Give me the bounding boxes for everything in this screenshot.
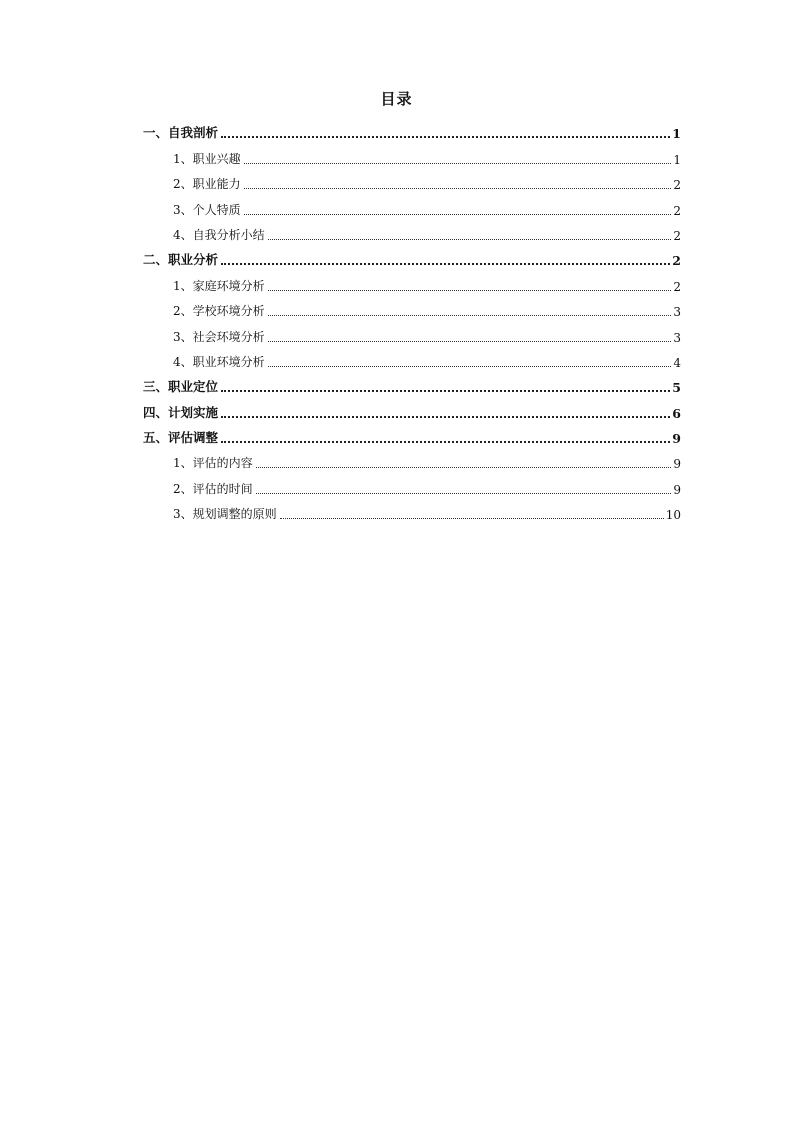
dot-leader: [268, 327, 672, 342]
toc-entry-label: 3、个人特质: [173, 202, 241, 217]
toc-entry-label: 4、职业环境分析: [173, 354, 265, 369]
toc-entry-label: 1、评估的内容: [173, 456, 253, 471]
toc-entry[interactable]: [143, 218, 681, 243]
dot-leader: [221, 402, 670, 418]
toc-entry-label: 1、职业兴趣: [173, 151, 241, 166]
dot-leader: [221, 122, 670, 138]
dot-leader: [268, 352, 672, 367]
toc-entry[interactable]: [143, 497, 681, 522]
toc-entry[interactable]: [143, 421, 681, 446]
toc-entry[interactable]: [143, 141, 681, 166]
dot-leader: [244, 149, 672, 164]
toc-entry-label: 3、社会环境分析: [173, 329, 265, 344]
toc-entry[interactable]: [143, 446, 681, 471]
table-of-contents: [143, 116, 681, 522]
toc-entry-page: 1: [672, 126, 681, 142]
toc-entry-label: 2、职业能力: [173, 177, 241, 192]
toc-entry-page: 2: [673, 178, 681, 193]
dot-leader: [244, 174, 672, 189]
toc-entry[interactable]: [143, 268, 681, 293]
toc-entry[interactable]: [143, 370, 681, 395]
toc-entry-label: 2、评估的时间: [173, 481, 253, 496]
toc-entry-page: 4: [673, 355, 681, 370]
dot-leader: [221, 376, 670, 392]
toc-entry-page: 3: [673, 305, 681, 320]
toc-entry-page: 9: [673, 457, 681, 472]
toc-entry-label: 四、计划实施: [143, 404, 219, 420]
toc-entry-page: 3: [673, 330, 681, 345]
toc-title: 目录: [380, 90, 413, 108]
toc-entry[interactable]: [143, 319, 681, 344]
toc-entry[interactable]: [143, 294, 681, 319]
toc-entry-label: 一、自我剖析: [143, 125, 219, 141]
toc-entry-page: 6: [672, 405, 681, 421]
toc-entry[interactable]: [143, 167, 681, 192]
toc-entry[interactable]: [143, 243, 681, 268]
dot-leader: [280, 504, 664, 519]
dot-leader: [221, 249, 670, 265]
toc-entry-page: 10: [665, 508, 681, 523]
toc-entry[interactable]: [143, 395, 681, 420]
toc-entry-label: 二、职业分析: [143, 252, 219, 268]
toc-entry[interactable]: [143, 471, 681, 496]
toc-entry-label: 3、规划调整的原则: [173, 507, 277, 522]
toc-entry-label: 2、学校环境分析: [173, 304, 265, 319]
toc-entry-page: 2: [673, 203, 681, 218]
toc-entry-label: 4、自我分析小结: [173, 227, 265, 242]
toc-entry-page: 2: [672, 253, 681, 269]
toc-entry-page: 9: [673, 482, 681, 497]
toc-entry-page: 1: [673, 152, 681, 167]
toc-entry-page: 2: [673, 279, 681, 294]
toc-entry-label: 五、评估调整: [143, 430, 219, 446]
dot-leader: [221, 427, 670, 443]
dot-leader: [268, 225, 672, 240]
dot-leader: [268, 301, 672, 316]
toc-entry-label: 1、家庭环境分析: [173, 278, 265, 293]
toc-entry-page: 2: [673, 228, 681, 243]
toc-entry[interactable]: [143, 116, 681, 141]
dot-leader: [268, 276, 672, 291]
toc-entry-label: 三、职业定位: [143, 379, 219, 395]
dot-leader: [256, 479, 672, 494]
toc-entry[interactable]: [143, 192, 681, 217]
toc-entry-page: 9: [672, 431, 681, 447]
toc-entry-page: 5: [672, 380, 681, 396]
dot-leader: [244, 200, 672, 215]
dot-leader: [256, 453, 672, 468]
toc-entry[interactable]: [143, 345, 681, 370]
